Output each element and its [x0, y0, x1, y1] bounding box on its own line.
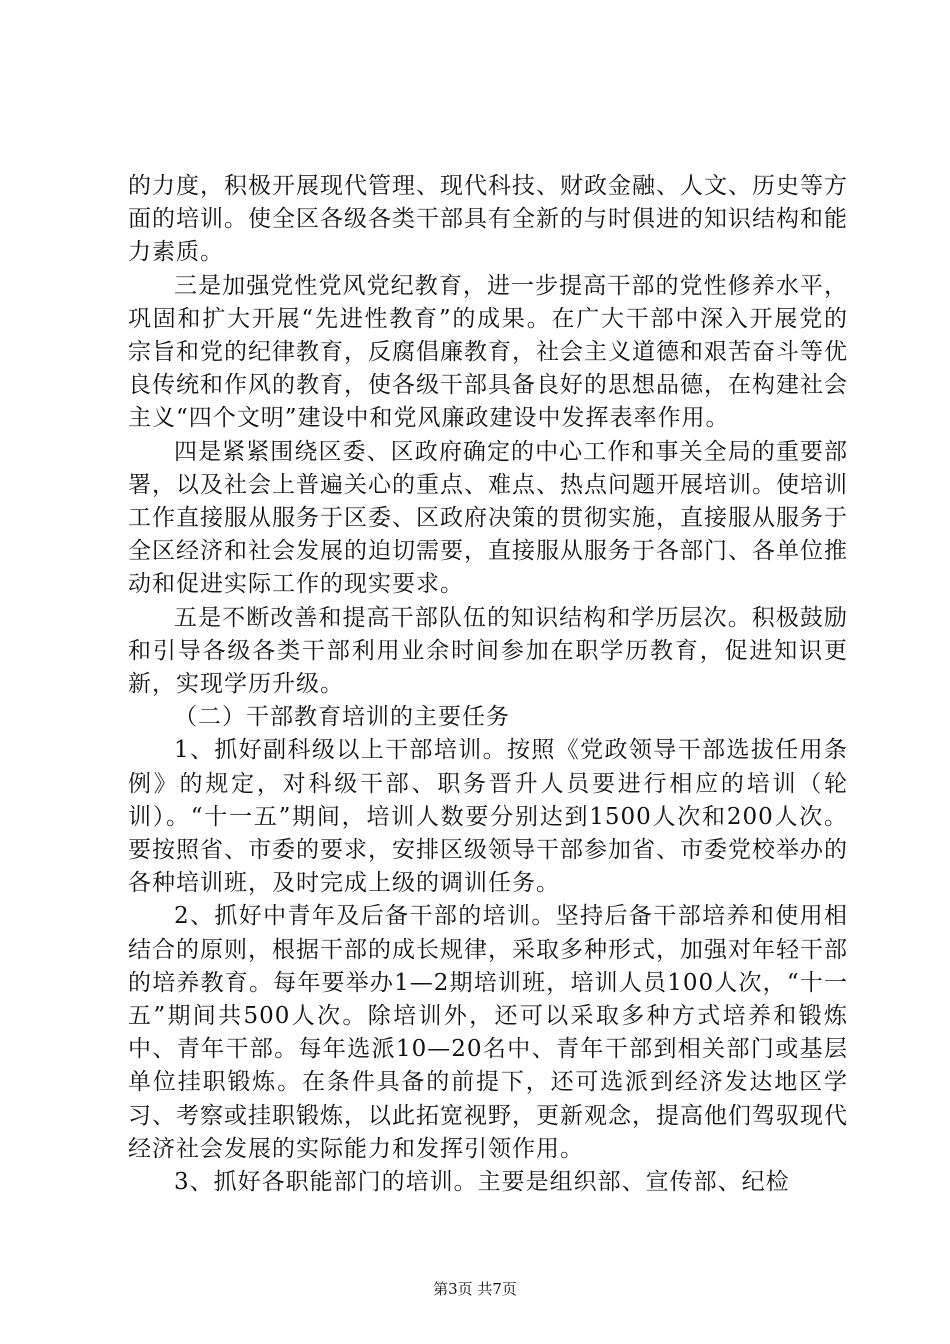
paragraph-point-three: 三是加强党性党风党纪教育，进一步提高干部的党性修养水平，巩固和扩大开展“先进性教育”的成果。在广大干部中深入开展党的宗旨和党的纪律教育，反腐倡廉教育，社会主义道德和艰苦奋斗等优良传统和作风的教育，使各级干部具备良好的思想品德，在构建社会主义“四个文明”建设中和党风廉政建设中发挥表率作用。 [128, 272, 848, 432]
paragraph-continued: 的力度，积极开展现代管理、现代科技、财政金融、人文、历史等方面的培训。使全区各级各类干部具有全新的与时俱进的知识结构和能力素质。 [128, 173, 848, 266]
paragraph-task-one: 1、抓好副科级以上干部培训。按照《党政领导干部选拔任用条例》的规定，对科级干部、职务晋升人员要进行相应的培训（轮训）。“十一五”期间，培训人数要分别达到1500人次和200人次。要按照省、市委的要求，安排区级领导干部参加省、市委党校举办的各种培训班，及时完成上级的调训任务。 [128, 737, 848, 897]
paragraph-task-three: 3、抓好各职能部门的培训。主要是组织部、宣传部、纪检 [174, 1169, 790, 1196]
document-body [128, 170, 848, 1199]
paragraph-point-four: 四是紧紧围绕区委、区政府确定的中心工作和事关全局的重要部署，以及社会上普遍关心的重点、难点、热点问题开展培训。使培训工作直接服从服务于区委、区政府决策的贯彻实施，直接服从服务于全区经济和社会发展的迫切需要，直接服从服务于各部门、各单位推动和促进实际工作的现实要求。 [128, 438, 848, 598]
paragraph-point-five: 五是不断改善和提高干部队伍的知识结构和学历层次。积极鼓励和引导各级各类干部利用业余时间参加在职学历教育，促进知识更新，实现学历升级。 [128, 604, 848, 698]
page-number-footer: 第3页 共7页 [433, 1280, 517, 1298]
paragraph-task-two: 2、抓好中青年及后备干部的培训。坚持后备干部培养和使用相结合的原则，根据干部的成长规律，采取多种形式，加强对年轻干部的培养教育。每年要举办1—2期培训班，培训人员100人次，“十一五”期间共500人次。除培训外，还可以采取多种方式培养和锻炼中、青年干部。每年选派10—20名中、青年干部到相关部门或基层单位挂职锻炼。在条件具备的前提下，还可选派到经济发达地区学习、考察或挂职锻炼，以此拓宽视野，更新观念，提高他们驾驭现代经济社会发展的实际能力和发挥引领作用。 [128, 903, 848, 1162]
section-heading-main-tasks: （二）干部教育培训的主要任务 [174, 704, 510, 731]
